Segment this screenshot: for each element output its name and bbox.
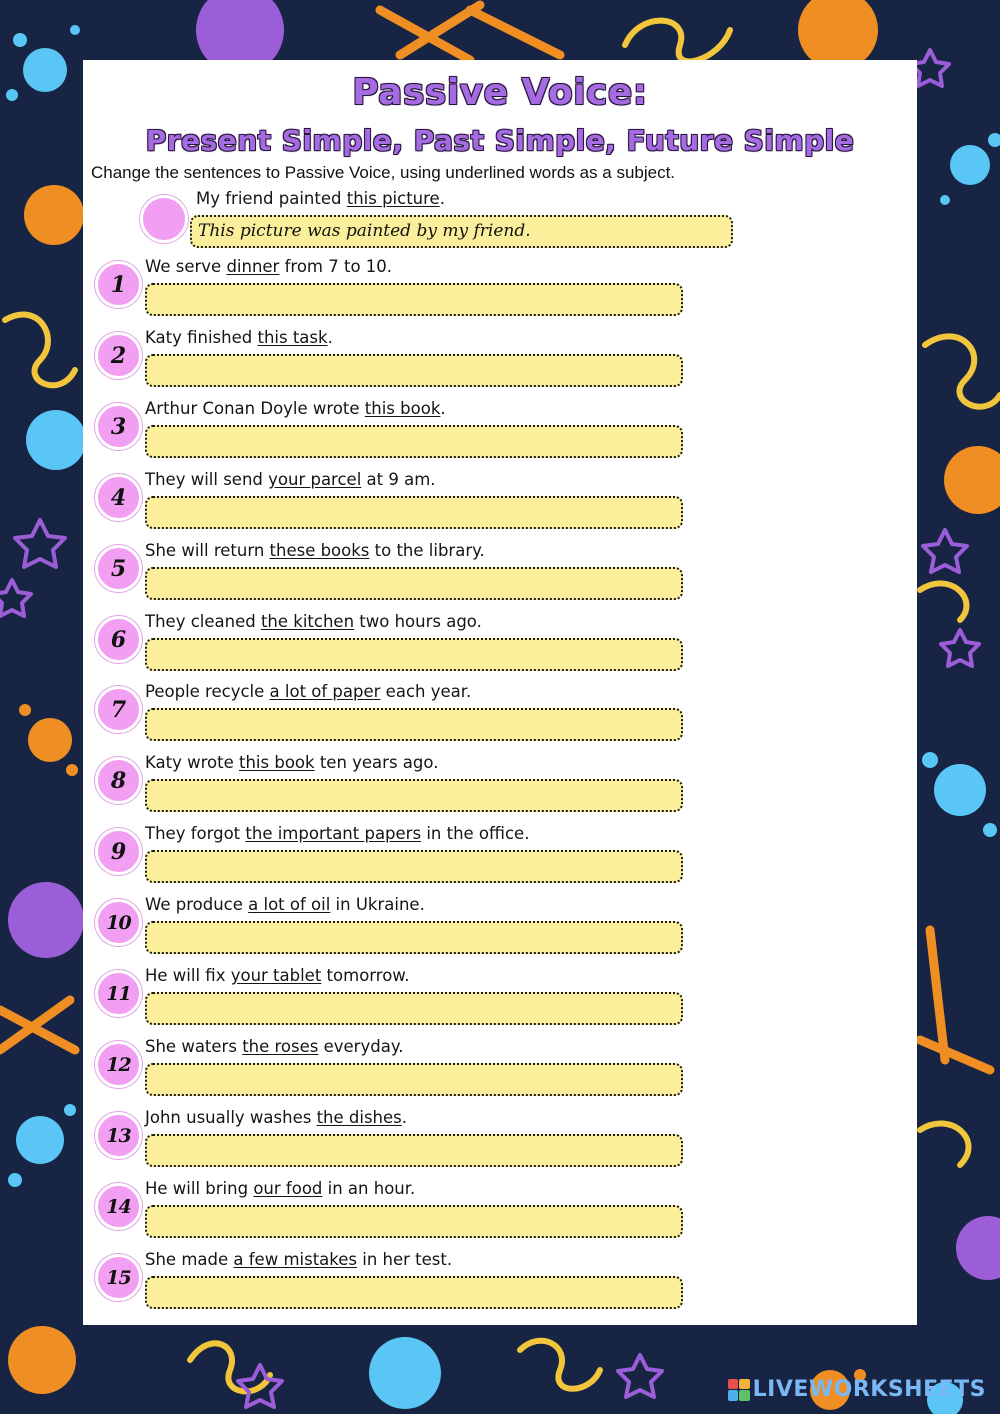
watermark-text: LIVEWORKSHEETS	[752, 1377, 986, 1402]
page-subtitle: Present Simple, Past Simple, Future Simple	[145, 124, 855, 157]
question-number-badge: 2	[95, 332, 142, 379]
question-number-badge: 8	[95, 757, 142, 804]
sentence-text: They forgot	[145, 824, 246, 843]
example-answer: This picture was painted by my friend.	[190, 215, 733, 248]
question-number-badge: 3	[95, 403, 142, 450]
question-sentence	[145, 895, 425, 914]
question-number-badge: 7	[95, 686, 142, 733]
question-sentence	[145, 1250, 452, 1269]
question-sentence	[145, 753, 438, 772]
answer-field[interactable]	[145, 283, 683, 316]
sentence-text: She will return	[145, 541, 270, 560]
answer-field[interactable]	[145, 1205, 683, 1238]
answer-field[interactable]	[145, 496, 683, 529]
question-number-badge: 15	[95, 1254, 142, 1301]
sentence-text: .	[327, 328, 333, 347]
underlined-subject: your parcel	[268, 470, 362, 489]
underlined-subject: our food	[253, 1179, 323, 1198]
sentence-text: We serve	[145, 257, 227, 276]
sentence-text: They cleaned	[145, 612, 261, 631]
underlined-subject: a lot of oil	[248, 895, 331, 914]
underlined-subject: the roses	[242, 1037, 319, 1056]
sentence-text: .	[401, 1108, 408, 1127]
sentence-text: each year.	[380, 682, 472, 701]
sentence-text: in her test.	[357, 1250, 453, 1269]
answer-field[interactable]	[145, 992, 683, 1025]
example-sentence	[196, 189, 445, 208]
underlined-subject: this book	[239, 753, 315, 772]
question-number-badge: 6	[95, 616, 142, 663]
question-number-badge: 13	[95, 1112, 142, 1159]
sentence-text: He will bring	[145, 1179, 254, 1198]
question-sentence	[145, 824, 529, 843]
sentence-text: in the office.	[421, 824, 530, 843]
sentence-text: She made	[145, 1250, 234, 1269]
question-sentence	[145, 541, 485, 560]
sentence-text: People recycle	[145, 682, 270, 701]
underlined-subject: this task	[257, 328, 328, 347]
answer-field[interactable]	[145, 354, 683, 387]
sentence-text: He will fix	[145, 966, 231, 985]
answer-field[interactable]	[145, 1276, 683, 1309]
question-sentence	[145, 328, 333, 347]
question-sentence	[145, 1037, 403, 1056]
underlined-subject: these books	[269, 541, 370, 560]
sentence-text: .	[439, 189, 445, 208]
sentence-text: Katy wrote	[145, 753, 239, 772]
question-number-badge: 11	[95, 970, 142, 1017]
question-sentence	[145, 966, 410, 985]
sentence-text: John usually washes	[145, 1108, 317, 1127]
sentence-text: tomorrow.	[321, 966, 410, 985]
sentence-text: to the library.	[369, 541, 485, 560]
underlined-subject: the kitchen	[260, 612, 355, 631]
underlined-subject: this picture	[346, 189, 440, 208]
answer-field[interactable]	[145, 708, 683, 741]
question-number-badge: 5	[95, 545, 142, 592]
sentence-text: ten years ago.	[314, 753, 439, 772]
sentence-text: We produce	[145, 895, 249, 914]
worksheet-page	[83, 60, 917, 1325]
sentence-text: at 9 am.	[361, 470, 436, 489]
question-number-badge: 14	[95, 1183, 142, 1230]
underlined-subject: this book	[364, 399, 441, 418]
question-number-badge: 9	[95, 828, 142, 875]
page-title: Passive Voice:	[352, 72, 648, 113]
answer-field[interactable]	[145, 425, 683, 458]
question-sentence	[145, 612, 482, 631]
sentence-text: everyday.	[318, 1037, 404, 1056]
sentence-text: She waters	[145, 1037, 243, 1056]
sentence-text: two hours ago.	[354, 612, 482, 631]
answer-field[interactable]	[145, 567, 683, 600]
question-number-badge: 1	[95, 261, 142, 308]
sentence-text: Arthur Conan Doyle wrote	[145, 399, 365, 418]
answer-field[interactable]	[145, 779, 683, 812]
underlined-subject: a few mistakes	[233, 1250, 357, 1269]
underlined-subject: your tablet	[230, 966, 322, 985]
question-number-badge: 4	[95, 474, 142, 521]
sentence-text: Katy finished	[145, 328, 258, 347]
sentence-text: from 7 to 10.	[279, 257, 393, 276]
question-sentence	[145, 682, 471, 701]
instructions: Change the sentences to Passive Voice, using underlined words as a subject.	[91, 163, 676, 182]
answer-field[interactable]	[145, 850, 683, 883]
underlined-subject: a lot of paper	[269, 682, 381, 701]
sentence-text: .	[440, 399, 446, 418]
underlined-subject: dinner	[226, 257, 280, 276]
question-sentence	[145, 470, 436, 489]
sentence-text: in Ukraine.	[330, 895, 425, 914]
answer-field[interactable]	[145, 1063, 683, 1096]
liveworksheets-logo	[728, 1377, 986, 1402]
question-number-badge: 12	[95, 1041, 142, 1088]
question-sentence	[145, 1179, 415, 1198]
sentence-text: in an hour.	[322, 1179, 416, 1198]
example-marker	[140, 195, 188, 243]
answer-field[interactable]	[145, 921, 683, 954]
sentence-text: They will send	[145, 470, 269, 489]
underlined-subject: the important papers	[245, 824, 422, 843]
liveworksheets-logo-icon	[728, 1379, 750, 1401]
question-number-badge: 10	[95, 899, 142, 946]
question-sentence	[145, 1108, 407, 1127]
answer-field[interactable]	[145, 1134, 683, 1167]
underlined-subject: the dishes	[316, 1108, 402, 1127]
sentence-text: My friend painted	[196, 189, 347, 208]
answer-field[interactable]	[145, 638, 683, 671]
question-sentence	[145, 257, 392, 276]
question-sentence	[145, 399, 446, 418]
